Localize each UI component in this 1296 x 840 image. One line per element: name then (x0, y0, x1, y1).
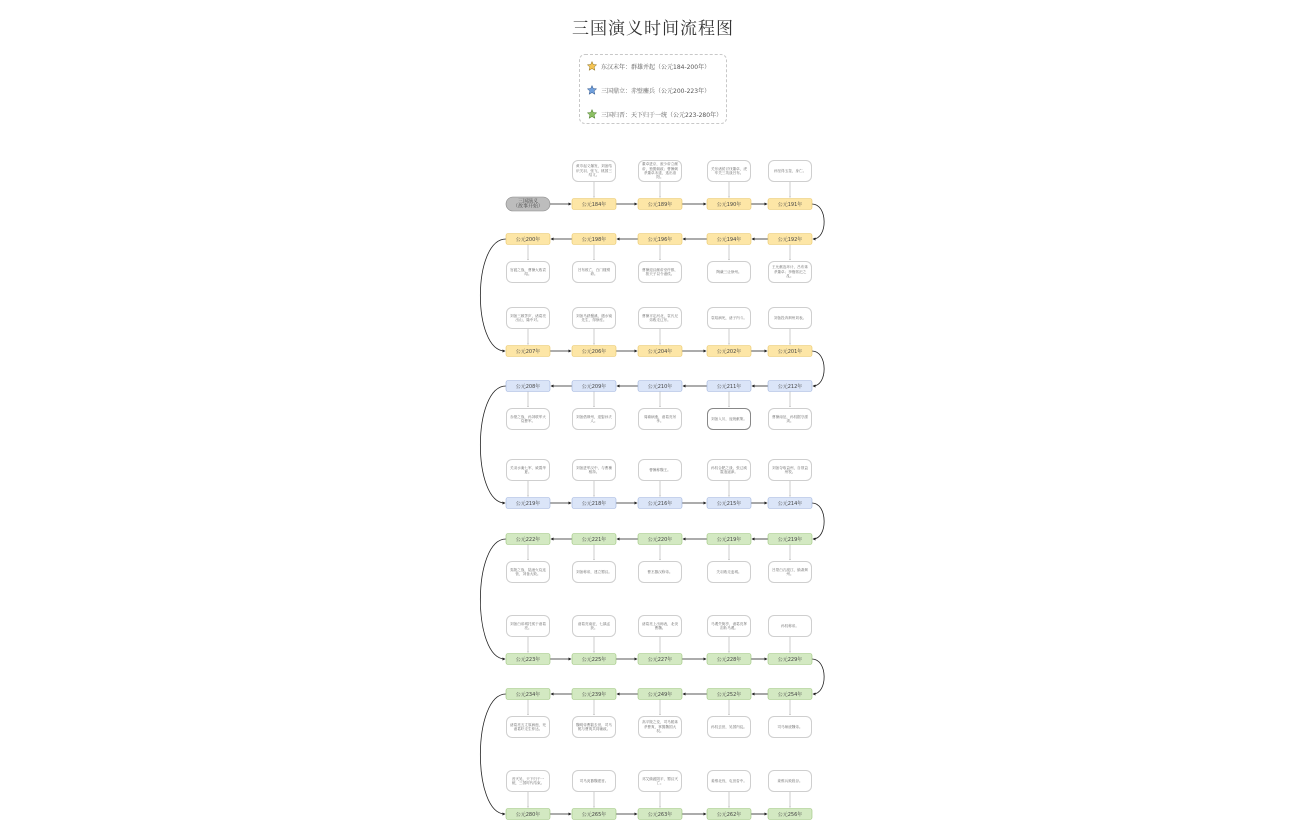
year-label: 公元191年 (777, 201, 803, 208)
year-node (638, 234, 682, 245)
year-node (707, 654, 751, 665)
event-box: 刘备投奔荆州刘表。 (768, 307, 812, 329)
row-turn-connector (812, 351, 824, 386)
event-box: 黄巾起义爆发，刘备结识关羽、张飞，桃园三结义。 (572, 160, 616, 182)
year-label: 公元280年 (515, 811, 541, 818)
year-label: 公元225年 (581, 656, 607, 663)
event-box: 曹操称魏王。 (638, 459, 682, 481)
year-node (506, 498, 550, 509)
year-label: 公元206年 (581, 348, 607, 355)
event-box: 姜维北伐，屯田沓中。 (707, 770, 751, 792)
year-label: 公元215年 (716, 500, 742, 507)
event-box: 陶谦三让徐州。 (707, 261, 751, 283)
year-node (768, 199, 812, 210)
event-box: 刘备称帝，建立蜀汉。 (572, 561, 616, 583)
year-label: 公元201年 (777, 348, 803, 355)
year-node (638, 199, 682, 210)
event-box: 魏明帝曹叡去世，司马懿与曹爽共同辅政。 (572, 716, 616, 738)
year-node (707, 498, 751, 509)
event-box: 刘备借荆州，迎娶孙夫人。 (572, 408, 616, 430)
event-box: 孙权去世，吴国内乱。 (707, 716, 751, 738)
event-box: 孙权称帝。 (768, 615, 812, 637)
year-label: 公元202年 (716, 348, 742, 355)
year-node (506, 654, 550, 665)
year-label: 公元204年 (647, 348, 673, 355)
event-box: 邓艾偷渡阴平，蜀汉灭亡。 (638, 770, 682, 792)
year-node (572, 199, 616, 210)
year-label: 公元209年 (581, 383, 607, 390)
start-label: （故事开始） (512, 203, 544, 210)
row-turn-connector (480, 694, 506, 814)
event-box: 曹操平定河北，袁氏兄弟败走辽东。 (638, 307, 682, 329)
row-turn-connector (480, 539, 506, 659)
legend-text: 三国归晋：天下归于一统（公元223-280年） (601, 111, 723, 119)
year-node (572, 689, 616, 700)
event-box: 孙权合肥之战，张辽威震逍遥津。 (707, 459, 751, 481)
year-node (768, 654, 812, 665)
year-label: 公元228年 (716, 656, 742, 663)
year-node (506, 346, 550, 357)
event-box: 刘备进军汉中，与曹操相持。 (572, 459, 616, 481)
year-label: 公元210年 (647, 383, 673, 390)
year-node (768, 689, 812, 700)
year-node (707, 689, 751, 700)
year-label: 公元208年 (515, 383, 541, 390)
year-node (572, 654, 616, 665)
event-box: 马谡失街亭，诸葛亮挥泪斩马谡。 (707, 615, 751, 637)
event-box: 姜维兵败段谷。 (768, 770, 812, 792)
year-node (768, 381, 812, 392)
event-box: 曹操南征，孙权据守濡须。 (768, 408, 812, 430)
year-label: 公元214年 (777, 500, 803, 507)
row-turn-connector (812, 204, 824, 239)
page-title: 三国演义时间流程图 (572, 19, 734, 39)
year-label: 公元265年 (581, 811, 607, 818)
year-label: 公元196年 (647, 236, 673, 243)
event-box: 官渡之战，曹操大败袁绍。 (506, 261, 550, 283)
year-node (768, 234, 812, 245)
row-turn-connector (812, 659, 824, 694)
year-label: 公元220年 (647, 536, 673, 543)
year-node (707, 199, 751, 210)
year-label: 公元200年 (515, 236, 541, 243)
year-label: 公元254年 (777, 691, 803, 698)
year-label: 公元190年 (716, 201, 742, 208)
event-box: 曹操迎汉献帝至许都，挟天子以令诸侯。 (638, 261, 682, 283)
year-node (638, 809, 682, 820)
event-box: 赤壁之战，孙刘联军火烧曹军。 (506, 408, 550, 430)
event-box: 周瑜病逝，诸葛亮吊孝。 (638, 408, 682, 430)
start-label: 三国演义 (517, 198, 539, 205)
event-box: 诸葛亮上出师表，北伐曹魏。 (638, 615, 682, 637)
year-label: 公元216年 (647, 500, 673, 507)
event-box: 诸葛亮南征，七擒孟获。 (572, 615, 616, 637)
year-label: 公元219年 (716, 536, 742, 543)
event-box: 吕蒙白衣渡江，偷袭荆州。 (768, 561, 812, 583)
year-node (572, 381, 616, 392)
year-label: 公元211年 (716, 383, 742, 390)
year-label: 公元189年 (647, 201, 673, 208)
event-box: 吕布败亡，白门楼殒命。 (572, 261, 616, 283)
year-node (707, 381, 751, 392)
year-node (572, 498, 616, 509)
year-node (506, 234, 550, 245)
year-label: 公元221年 (581, 536, 607, 543)
year-label: 公元219年 (515, 500, 541, 507)
year-node (506, 534, 550, 545)
event-box: 司马师废魏帝。 (768, 716, 812, 738)
year-label: 公元222年 (515, 536, 541, 543)
event-box: 关东诸侯讨伐董卓，虎牢关三英战吕布。 (707, 160, 751, 182)
year-label: 公元198年 (581, 236, 607, 243)
event-box: 诸葛亮五丈原病逝，死诸葛吓走生仲达。 (506, 716, 550, 738)
year-node (572, 346, 616, 357)
event-box: 王允献连环计，吕布诛杀董卓；李傕郭汜之乱。 (768, 261, 812, 283)
year-label: 公元194年 (716, 236, 742, 243)
year-label: 公元207年 (515, 348, 541, 355)
year-node (506, 381, 550, 392)
year-node (638, 381, 682, 392)
year-node (638, 534, 682, 545)
event-box: 刘备白帝城托孤于诸葛亮。 (506, 615, 550, 637)
year-node (506, 809, 550, 820)
year-node (638, 498, 682, 509)
event-box: 司马炎篡魏建晋。 (572, 770, 616, 792)
year-label: 公元212年 (777, 383, 803, 390)
event-box: 关羽败走麦城。 (707, 561, 751, 583)
year-label: 公元229年 (777, 656, 803, 663)
row-turn-connector (480, 239, 506, 351)
row-turn-connector (480, 386, 506, 503)
year-node (768, 498, 812, 509)
year-node (768, 809, 812, 820)
event-box: 晋灭吴，天下归于一统，三国时代结束。 (506, 770, 550, 792)
event-box: 孙坚得玉玺，身亡。 (768, 160, 812, 182)
year-node (572, 534, 616, 545)
year-label: 公元184年 (581, 201, 607, 208)
event-box: 高平陵之变，司马懿诛杀曹爽，掌握魏国大权。 (638, 716, 682, 738)
year-node (638, 346, 682, 357)
event-box: 夷陵之战，陆逊火烧连营，刘备大败。 (506, 561, 550, 583)
year-node (572, 234, 616, 245)
event-box: 董卓进京，废少帝立献帝，独揽朝政；曹操刺杀董卓未遂，逃出洛阳。 (638, 160, 682, 182)
event-box: 刘备三顾茅庐，诸葛亮出山，隆中对。 (506, 307, 550, 329)
event-box: 刘备马跃檀溪，遇水镜先生，得徐庶。 (572, 307, 616, 329)
event-box: 袁绍病死，诸子内斗。 (707, 307, 751, 329)
year-node (768, 346, 812, 357)
legend-text: 东汉末年：群雄并起（公元184-200年） (601, 63, 711, 71)
year-label: 公元252年 (716, 691, 742, 698)
year-label: 公元223年 (515, 656, 541, 663)
year-node (572, 809, 616, 820)
event-box: 曹丕篡汉称帝。 (638, 561, 682, 583)
event-box: 关羽水淹七军，威震华夏。 (506, 459, 550, 481)
legend-text: 三国鼎立：赤壁鏖兵（公元200-223年） (601, 87, 711, 95)
year-node (707, 534, 751, 545)
year-label: 公元234年 (515, 691, 541, 698)
year-label: 公元218年 (581, 500, 607, 507)
year-label: 公元249年 (647, 691, 673, 698)
year-node (638, 689, 682, 700)
year-label: 公元219年 (777, 536, 803, 543)
year-node (506, 689, 550, 700)
year-label: 公元262年 (716, 811, 742, 818)
year-label: 公元192年 (777, 236, 803, 243)
year-node (707, 234, 751, 245)
event-box: 刘备夺取益州，自领益州牧。 (768, 459, 812, 481)
year-label: 公元256年 (777, 811, 803, 818)
start-node (506, 197, 550, 211)
year-node (638, 654, 682, 665)
row-turn-connector (812, 503, 824, 539)
year-label: 公元227年 (647, 656, 673, 663)
year-label: 公元239年 (581, 691, 607, 698)
year-node (707, 346, 751, 357)
year-node (768, 534, 812, 545)
event-box: 刘备入川，庞统献策。 (707, 408, 751, 430)
year-label: 公元263年 (647, 811, 673, 818)
year-node (707, 809, 751, 820)
